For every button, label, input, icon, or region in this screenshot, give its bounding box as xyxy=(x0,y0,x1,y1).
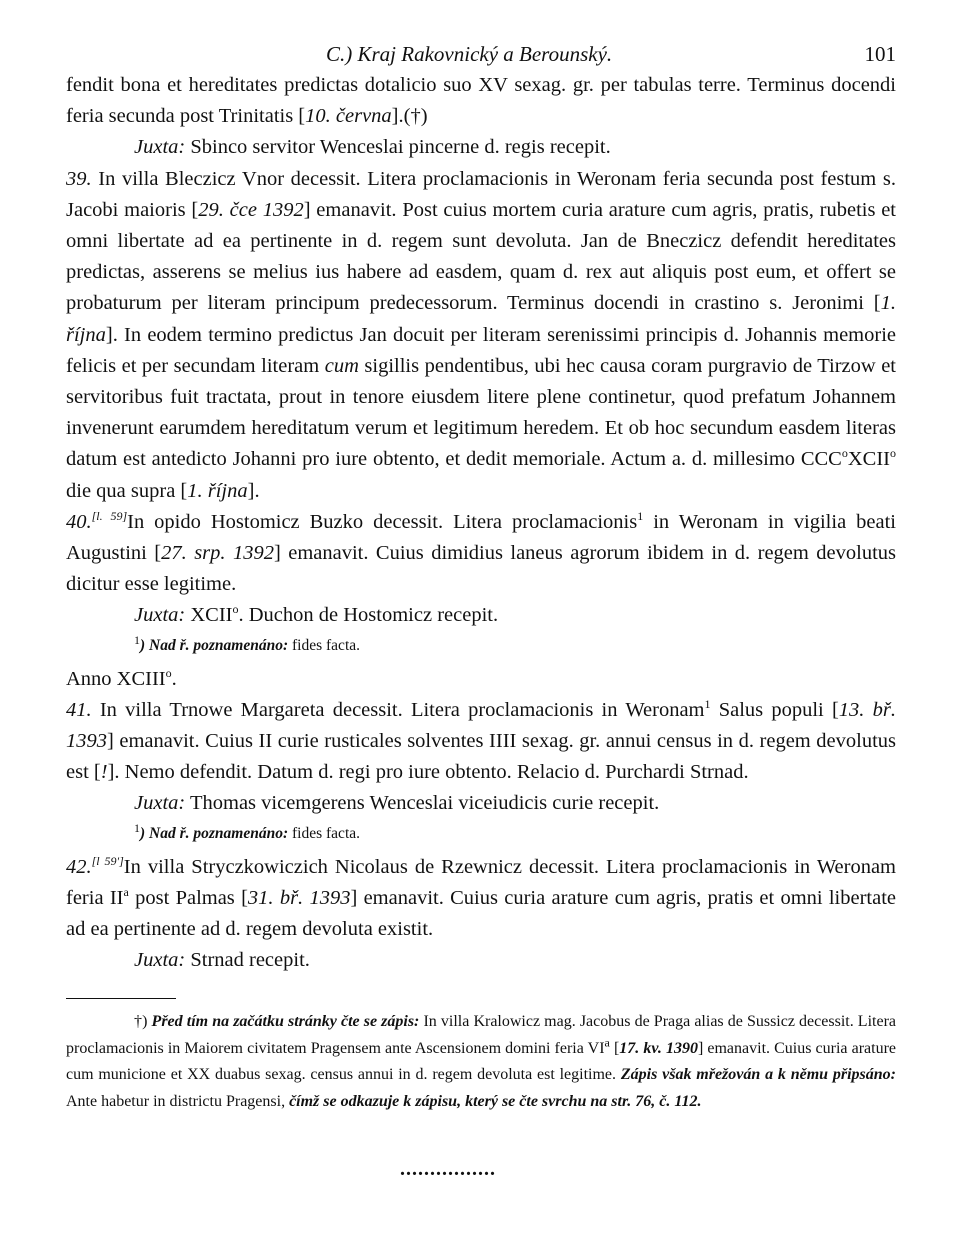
text-run: Salus populi [ xyxy=(710,698,839,721)
superscript: o xyxy=(890,446,896,461)
inline-footnote xyxy=(66,822,896,846)
end-of-section-dots: ................ xyxy=(400,1158,496,1180)
text-run: ] emanavit. Cuius dimidius laneus agrorum ibidem in d. regem devolutus dicitur esse legitime. xyxy=(66,542,896,596)
page-header xyxy=(66,36,896,70)
juxta-line xyxy=(66,945,896,976)
date-italic: 1. října xyxy=(187,479,248,502)
text-run: ]. In eodem termino predictus Jan docuit per literam serenissimi principis d. Johannis memorie felicis et per secundam literam xyxy=(66,323,896,377)
juxta-text: Sbinco servitor Wenceslai pincerne d. regis recepit. xyxy=(185,136,611,159)
italic-word: cum xyxy=(324,354,359,377)
text-run: XCII xyxy=(847,448,890,471)
entry-40 xyxy=(66,507,896,601)
folio-reference: [l 59'] xyxy=(91,853,124,868)
text-run: post Palmas [ xyxy=(128,886,248,909)
footnote-label: ) Nad ř. poznamenáno: xyxy=(140,636,289,654)
text-run: [ xyxy=(609,1039,620,1057)
superscript: o xyxy=(165,665,172,680)
entry-number: 41. xyxy=(66,698,92,721)
juxta-label: Juxta: xyxy=(134,949,186,972)
footnote-mark: 1 xyxy=(134,820,140,835)
document-page xyxy=(66,36,896,1115)
running-title: C.) Kraj Rakovnický a Berounský. xyxy=(326,42,613,66)
footnote-text: fides facta. xyxy=(288,636,361,654)
page-footnote xyxy=(66,1009,896,1115)
editorial-italic: čímž se odkazuje k zápisu, který se čte svrchu na str. 76, č. 112. xyxy=(289,1092,702,1110)
text-run: ] emanavit. Post cuius mortem curia arature cum agris, pratis, rubetis et omni libertate ad ea pertinente in d. regem sunt devoluta. Jan de Bneczicz defendit hereditates predictas, asserens se melius ius habere ad easdem, quam d. rex aut aliquis post eum, et offert se probaturum per literam principum predecessorum. Terminus docendi in crastino s. Jeronimi [ xyxy=(66,198,896,315)
text-run: fendit bona et hereditates predictas dotalicio suo XV sexag. gr. per tabulas terre. Terminus docendi feria secunda post Trinitatis [ xyxy=(66,74,896,128)
text-run: In villa Trnowe Margareta decessit. Litera proclamacionis in Weronam xyxy=(91,698,705,721)
date-italic: 1. října xyxy=(66,292,896,346)
superscript: a xyxy=(604,1035,610,1050)
footnote-mark: 1 xyxy=(637,509,644,524)
juxta-line xyxy=(66,600,896,631)
entry-41 xyxy=(66,695,896,789)
text-run: XCII xyxy=(185,604,233,627)
date-italic: 29. čce 1392 xyxy=(198,198,304,221)
date-italic: 17. kv. 1390 xyxy=(619,1039,698,1057)
editorial-italic: Zápis však mřežován a k němu připsáno: xyxy=(620,1066,896,1084)
footnote-dagger: †) xyxy=(134,1013,152,1031)
folio-reference: [l. 59] xyxy=(91,509,128,524)
juxta-label: Juxta: xyxy=(134,792,186,815)
year-heading xyxy=(66,664,896,695)
entry-number: 42. xyxy=(66,855,92,878)
text-run: sigillis pendentibus, ubi hec causa coram purgravio de Tirzow et servitoribus fuit tractata, prout in tenore eiusdem litere plene continetur, quod prefatum Johannem invenerunt earumdem hereditatum verum et legitimum heredem. Et ob hoc secundum easdem literas datum est antedicto Johanni pro iure obtento, et dedit memoriale. Actum a. d. millesimo CCC xyxy=(66,354,897,471)
superscript: a xyxy=(123,885,129,900)
entry-number: 40. xyxy=(66,510,92,533)
text-run: In opido Hostomicz Buzko decessit. Litera proclamacionis xyxy=(127,510,638,533)
page-number: 101 xyxy=(864,42,896,66)
date-italic: 10. června xyxy=(305,105,392,128)
text-run: . xyxy=(171,667,177,690)
text-run: In villa Bleczicz Vnor decessit. Litera proclamacionis in Weronam feria secunda post festum s. Jacobi maioris [ xyxy=(66,167,896,221)
juxta-line xyxy=(66,132,896,163)
superscript: o xyxy=(232,602,239,617)
juxta-label: Juxta: xyxy=(134,136,186,159)
footnote-text: fides facta. xyxy=(288,824,361,842)
body-text xyxy=(66,70,896,976)
juxta-label: Juxta: xyxy=(134,604,186,627)
date-italic: 27. srp. 1392 xyxy=(161,542,274,565)
text-run: in Weronam in vigilia beati Augustini [ xyxy=(66,510,896,565)
entry-42 xyxy=(66,852,896,946)
entry-number: 39. xyxy=(66,167,92,190)
text-run: ] emanavit. Cuius curia arature cum agris, pratis et omni libertate ad ea pertinente ad d. regem devoluta existit. xyxy=(66,886,897,941)
italic-mark: ! xyxy=(100,761,108,784)
text-run: Ante habetur in districtu Pragensi, xyxy=(66,1092,290,1110)
footnote-label: ) Nad ř. poznamenáno: xyxy=(140,824,289,842)
juxta-text: Thomas vicemgerens Wenceslai viceiudicis curie recepit. xyxy=(185,792,660,815)
footnote-mark: 1 xyxy=(704,697,711,712)
text-run: ]. xyxy=(247,479,260,502)
text-run: . Duchon de Hostomicz recepit. xyxy=(238,604,499,627)
text-run: Anno XCIII xyxy=(66,667,166,690)
footnote-mark: 1 xyxy=(134,632,140,647)
juxta-text: Strnad recepit. xyxy=(185,949,310,972)
text-run: ] emanavit. Cuius II curie rusticales solventes IIII sexag. gr. annui census in d. regem devolutus est [ xyxy=(66,730,896,784)
text-run: In villa Kralowicz mag. Jacobus de Praga alias de Sussicz decessit. Litera proclamacionis in Maiorem civitatem Pragensem ante Ascensionem domini feria VI xyxy=(66,1013,897,1057)
footnote-divider xyxy=(66,998,176,999)
entry-39 xyxy=(66,164,896,507)
inline-footnote xyxy=(66,634,896,658)
paragraph-continuation xyxy=(66,70,896,132)
text-run: In villa Stryczkowiczich Nicolaus de Rzewnicz decessit. Litera proclamacionis in Weronam feria II xyxy=(66,855,896,909)
text-run: ].(†) xyxy=(391,105,428,128)
text-run: ] emanavit. Cuius curia arature cum municione et XX duabus sexag. census annui in d. regem devoluta est legitime. xyxy=(66,1039,896,1084)
text-run: die qua supra [ xyxy=(66,479,188,502)
text-run: ]. Nemo defendit. Datum d. regi pro iure obtento. Relacio d. Purchardi Strnad. xyxy=(107,761,749,784)
date-italic: 31. bř. 1393 xyxy=(247,886,351,909)
date-italic: 13. bř. 1393 xyxy=(66,698,896,753)
editorial-italic: Před tím na začátku stránky čte se zápis: xyxy=(151,1013,420,1031)
superscript: o xyxy=(841,446,848,461)
juxta-line xyxy=(66,788,896,819)
